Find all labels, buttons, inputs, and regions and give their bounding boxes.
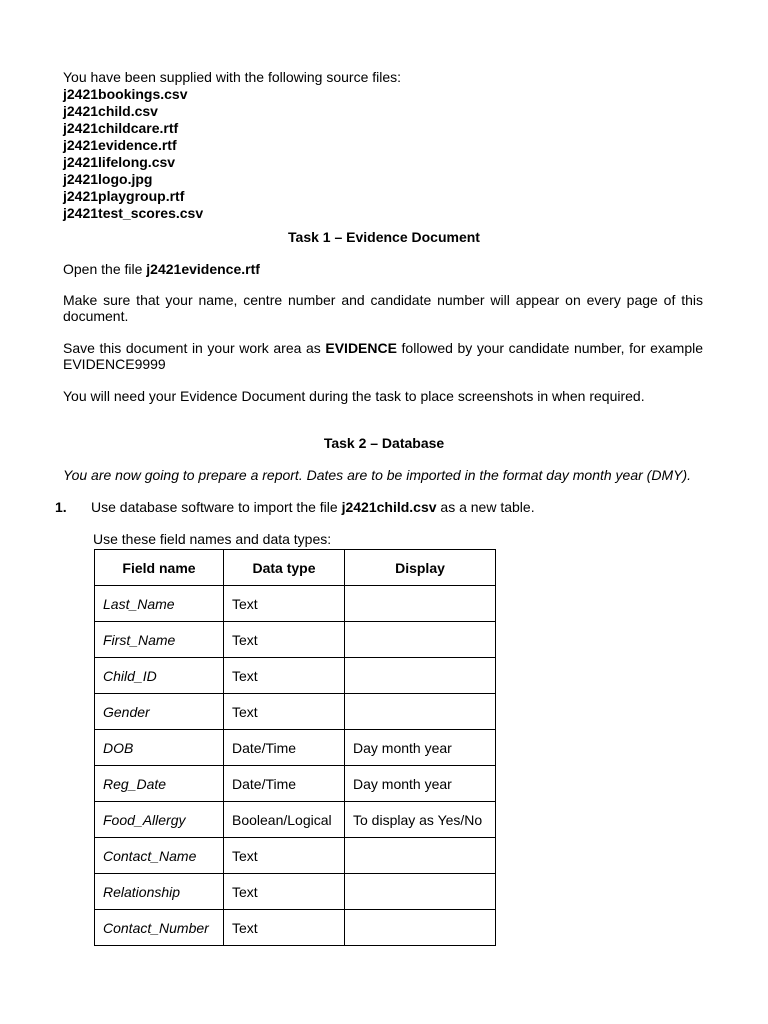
- table-row: [95, 874, 496, 910]
- table-row: [95, 766, 496, 802]
- save-keyword: EVIDENCE: [325, 340, 397, 356]
- child-csv-filename: j2421child.csv: [341, 499, 437, 515]
- source-files-lead: You have been supplied with the following source files:: [63, 69, 402, 85]
- source-files-block: [63, 69, 401, 222]
- source-file-item: j2421evidence.rtf: [63, 137, 177, 153]
- table-row: [95, 838, 496, 874]
- header-data-type: Data type: [224, 550, 345, 586]
- source-file-item: j2421bookings.csv: [63, 86, 188, 102]
- step-suffix: as a new table.: [436, 499, 535, 515]
- source-file-item: j2421lifelong.csv: [63, 154, 176, 170]
- source-file-item: j2421child.csv: [63, 103, 158, 119]
- data-type-cell: Text: [224, 838, 345, 874]
- save-prefix: Save this document in your work area as: [63, 340, 326, 356]
- display-cell: [345, 838, 496, 874]
- display-cell: [345, 622, 496, 658]
- display-cell: Day month year: [345, 730, 496, 766]
- open-prefix: Open the file: [63, 261, 147, 277]
- task1-heading: Task 1 – Evidence Document: [288, 229, 480, 245]
- field-name-cell: Child_ID: [95, 658, 224, 694]
- source-file-item: j2421childcare.rtf: [63, 120, 179, 136]
- header-field-name: Field name: [95, 550, 224, 586]
- field-name-cell: Gender: [95, 694, 224, 730]
- task2-heading: Task 2 – Database: [323, 435, 445, 451]
- step-number: 1.: [55, 499, 67, 515]
- data-type-cell: Text: [224, 910, 345, 946]
- fields-lead: Use these field names and data types:: [93, 531, 332, 547]
- data-type-cell: Text: [224, 622, 345, 658]
- data-type-cell: Text: [224, 658, 345, 694]
- step-1-instruction: [91, 499, 535, 516]
- display-cell: Day month year: [345, 766, 496, 802]
- data-type-cell: Date/Time: [224, 730, 345, 766]
- task1-open-instruction: [63, 261, 703, 277]
- table-row: [95, 910, 496, 946]
- data-type-cell: Text: [224, 874, 345, 910]
- table-row: [95, 586, 496, 622]
- source-file-item: j2421test_scores.csv: [63, 205, 204, 221]
- header-display: Display: [345, 550, 496, 586]
- data-type-cell: Text: [224, 586, 345, 622]
- display-cell: [345, 910, 496, 946]
- field-name-cell: First_Name: [95, 622, 224, 658]
- display-cell: [345, 658, 496, 694]
- display-cell: [345, 694, 496, 730]
- source-file-item: j2421logo.jpg: [63, 171, 153, 187]
- field-name-cell: DOB: [95, 730, 224, 766]
- table-row: [95, 802, 496, 838]
- task2-intro: You are now going to prepare a report. Dates are to be imported in the format day month year (DMY).: [63, 467, 691, 483]
- source-file-item: j2421playgroup.rtf: [63, 188, 185, 204]
- display-cell: [345, 586, 496, 622]
- task1-save-instruction: [63, 340, 703, 372]
- field-name-cell: Contact_Number: [95, 910, 224, 946]
- data-type-cell: Date/Time: [224, 766, 345, 802]
- field-name-cell: Last_Name: [95, 586, 224, 622]
- field-name-cell: Relationship: [95, 874, 224, 910]
- step-prefix: Use database software to import the file: [91, 499, 342, 515]
- table-row: [95, 730, 496, 766]
- data-type-cell: Text: [224, 694, 345, 730]
- table-row: [95, 694, 496, 730]
- field-name-cell: Reg_Date: [95, 766, 224, 802]
- display-cell: To display as Yes/No: [345, 802, 496, 838]
- task1-make-sure-instruction: Make sure that your name, centre number and candidate number will appear on every page of this document.: [63, 292, 703, 324]
- data-type-cell: Boolean/Logical: [224, 802, 345, 838]
- task1-need-instruction: You will need your Evidence Document during the task to place screenshots in when required.: [63, 388, 645, 404]
- table-header-row: [95, 550, 496, 586]
- field-name-cell: Food_Allergy: [95, 802, 224, 838]
- evidence-filename: j2421evidence.rtf: [146, 261, 260, 277]
- display-cell: [345, 874, 496, 910]
- save-suffix: followed by your candidate number, for example EVIDENCE9999: [63, 340, 704, 372]
- table-row: [95, 658, 496, 694]
- table-row: [95, 622, 496, 658]
- field-definitions-table: [94, 549, 496, 946]
- field-name-cell: Contact_Name: [95, 838, 224, 874]
